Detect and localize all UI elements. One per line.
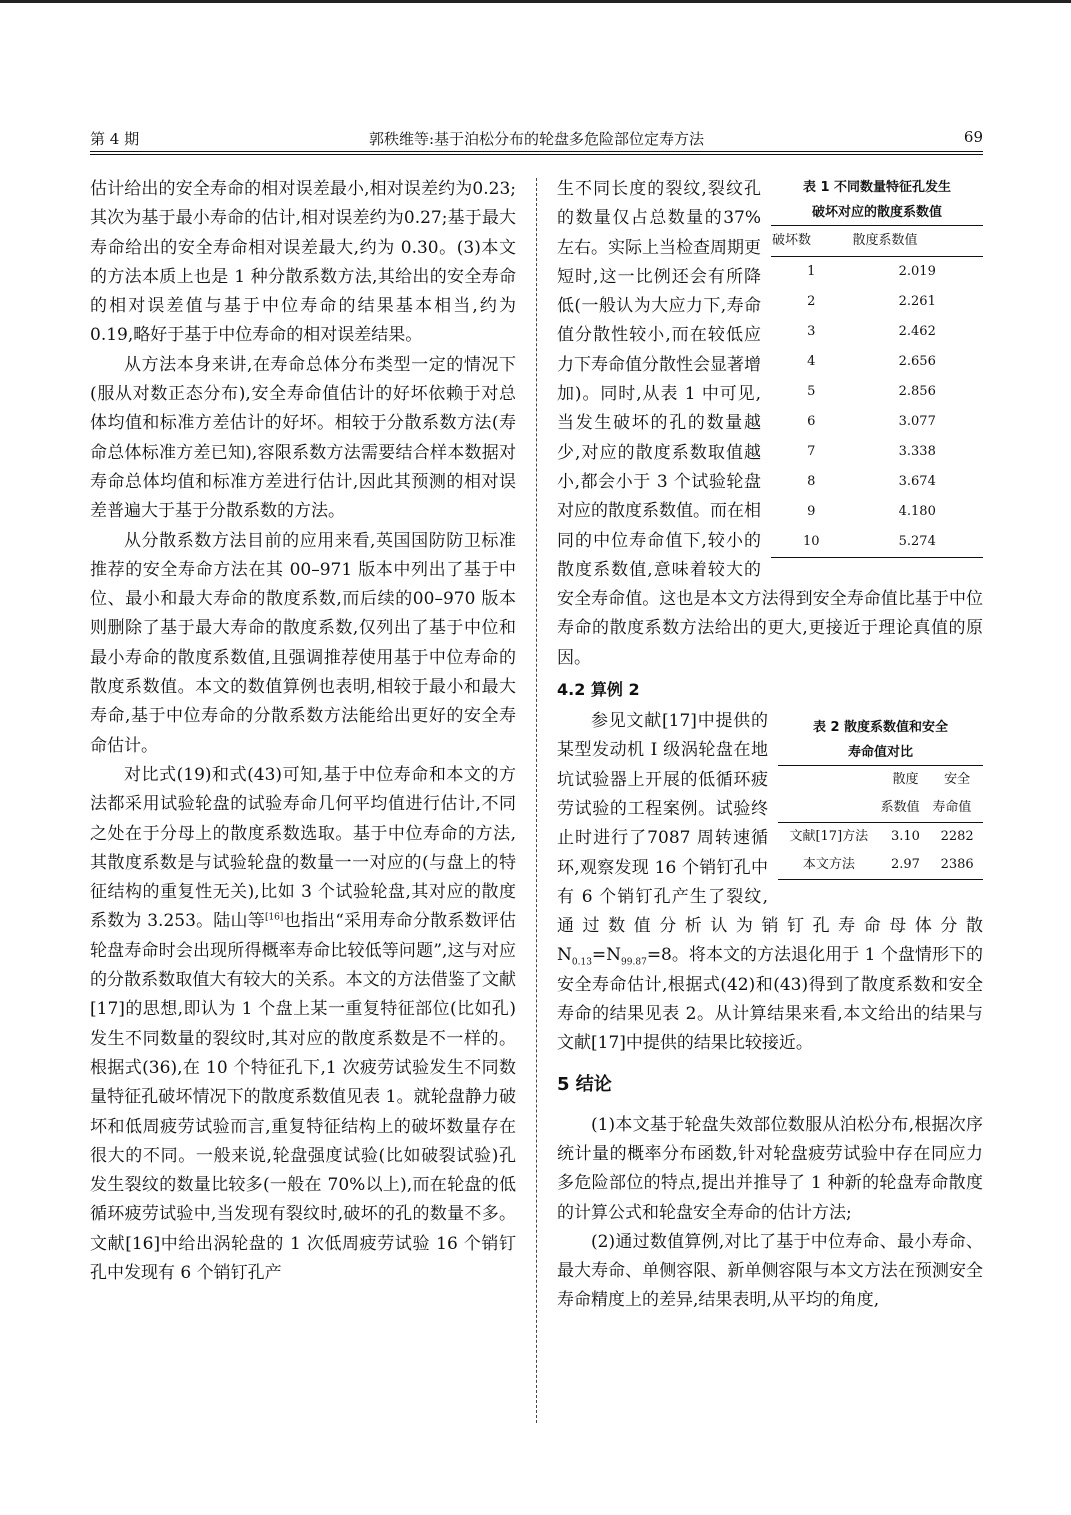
- table-row: [771, 407, 983, 437]
- table-row: [778, 851, 983, 880]
- column-header: 散度: [892, 772, 919, 788]
- table-row: [771, 317, 983, 347]
- paragraph-text: 也指出“采用寿命分散系数评估轮盘寿命时会出现所得概率寿命比较低等问题”,这与对应的分散系数取值大有较大的关系。本文的方法借鉴了文献[17]的思想,即认为 1 个盘上某一重复特征部位(比如孔)发生不同数量的裂纹时,其对应的散度系数是不一样的。根据式(36),在 10 个特征孔下,1 次疲劳试验发生不同数量特征孔破坏情况下的散度系数值见表 1。就轮盘静力破坏和低周疲劳试验而言,重复特征结构上的破坏数量存在很大的不同。一般来说,轮盘强度试验(比如破裂试验)孔发生裂纹的数量比较多(一般在 70%以上),而在轮盘的低循环疲劳试验中,当发现有裂纹时,破坏的孔的数量不多。文献[16]中给出涡轮盘的 1 次低周疲劳试验 16 个销钉孔中发现有 6 个销钉孔产: [90, 911, 516, 1283]
- column-divider: [536, 178, 537, 1423]
- column-header: 安全: [944, 772, 971, 788]
- table-2: [778, 715, 983, 880]
- table-body: [778, 765, 983, 880]
- table-cell: 10: [802, 534, 820, 549]
- table-cell: 4: [807, 354, 816, 369]
- section-heading-5: 5 结论: [557, 1073, 612, 1095]
- table-cell: 3.10: [891, 829, 920, 845]
- top-edge-rule: [0, 0, 1071, 3]
- paragraph-uk-standard: 从分散系数方法目前的应用来看,英国国防防卫标准推荐的安全寿命方法在其 00–971 版本中列出了基于中位、最小和最大寿命的散度系数,而后续的00–970 版本则删除了基于最大寿命的散度系数,仅列出了基于中位和最小寿命的散度系数值,且强调推荐使用基于中位寿命的散度系数值。本文的数值算例也表明,相较于最小和最大寿命,基于中位寿命的分散系数方法能给出更好的安全寿命估计。: [90, 530, 516, 756]
- paragraph-continued: 生不同长度的裂纹,裂纹孔的数量仅占总数量的37%左右。实际上当检查周期更短时,这一比例还会有所降低(一般认为大应力下,寿命值分散性较小,而在较低应力下寿命值分散性会显著增加)。同时,从表 1 中可见,当发生破坏的孔的数量越少,对应的散度系数取值越小,都会小于 3 个试验轮盘对应的散度系数值。而在相同的中位寿命值下,较小的散度系数值,意味着较大的安全寿命值。这也是本文方法得到安全寿命值比基于中位寿命的散度系数方法给出的更大,更接近于理论真值的原因。: [557, 179, 983, 668]
- table-row: [771, 287, 983, 317]
- table-cell: 文献[17]方法: [789, 829, 869, 845]
- column-header: 寿命值: [931, 794, 983, 823]
- paragraph-text: =8。将本文的方法退化用于 1 个盘情形下的安全寿命估计,根据式(42)和(43)得到了散度系数和安全寿命的结果见表 2。从计算结果来看,本文给出的结果与文献[17]中提供的结果比较接近。: [557, 945, 983, 1054]
- citation-superscript: [16]: [264, 912, 284, 923]
- table-cell: 2.97: [891, 857, 920, 873]
- table-cell: 2: [807, 294, 816, 309]
- table-cell: 2.462: [898, 324, 936, 339]
- subscript: 0.13: [571, 957, 592, 968]
- table-row: [771, 347, 983, 377]
- table-cell: 本文方法: [802, 857, 855, 873]
- paragraph-continued: 估计给出的安全寿命的相对误差最小,相对误差约为0.23;其次为基于最小寿命的估计,相对误差约为0.27;基于最大寿命给出的安全寿命相对误差最大,约为 0.30。(3)本文的方法本质上也是 1 种分散系数方法,其给出的安全寿命的相对误差值与基于中位寿命的结果基本相当,约为 0.19,略好于基于中位寿命的相对误差结果。: [90, 179, 516, 346]
- table-cell: 5: [807, 384, 816, 399]
- table-cell: 2282: [940, 829, 974, 845]
- table-cell: 3.338: [898, 444, 936, 459]
- table-row: [771, 527, 983, 558]
- table-row: [778, 823, 983, 852]
- table-header-row: [778, 766, 983, 795]
- table-cell: 8: [807, 474, 816, 489]
- table-row: [771, 497, 983, 527]
- caption-line: 表 2 散度系数值和安全: [812, 720, 949, 736]
- table-1: [771, 175, 983, 558]
- header-rule: [90, 151, 983, 152]
- paragraph-text: 参见文献[17]中提供的某型发动机 I 级涡轮盘在地坑试验器上开展的低循环疲劳试验的工程案例。试验终止时进行了7087 周转速循环,观察发现 16 个销钉孔中有 6 个销钉孔产生了裂纹,通过数值分析认为销钉孔寿命母体分散 N: [557, 711, 983, 966]
- paragraph-text: 对比式(19)和式(43)可知,基于中位寿命和本文的方法都采用试验轮盘的试验寿命几何平均值进行估计,不同之处在于分母上的散度系数选取。基于中位寿命的方法,其散度系数是与试验轮盘的数量一一对应的(与盘上的特征结构的重复性无关),比如 3 个试验轮盘,其对应的散度系数为 3.253。陆山等: [90, 764, 516, 932]
- paragraph-method-discussion: 从方法本身来讲,在寿命总体分布类型一定的情况下(服从对数正态分布),安全寿命值估计的好坏依赖于对总体均值和标准方差估计的好坏。相较于分散系数方法(寿命总体标准方差已知),容限系数方法需要结合样本数据对寿命总体均值和标准方差进行估计,因此其预测的相对误差普遍大于基于分散系数的方法。: [90, 354, 516, 522]
- table-cell: 2.019: [898, 264, 936, 279]
- equation-text: =N: [591, 945, 622, 966]
- table-caption: [771, 175, 983, 225]
- table-cell: 3: [807, 324, 816, 339]
- table-header-row: [771, 226, 983, 257]
- table-header-row: [778, 794, 983, 823]
- table-cell: 3.674: [898, 474, 936, 489]
- section-heading-4-2: 4.2 算例 2: [557, 680, 640, 700]
- column-header: 散度系数值: [851, 226, 983, 257]
- table-cell: 1: [807, 264, 816, 279]
- table-row: [771, 257, 983, 288]
- table-cell: 3.077: [898, 414, 936, 429]
- table-row: [771, 437, 983, 467]
- table-cell: 2.656: [898, 354, 936, 369]
- table-cell: 5.274: [898, 534, 936, 549]
- table-cell: 6: [807, 414, 816, 429]
- caption-line: 表 1 不同数量特征孔发生: [802, 180, 952, 195]
- table-row: [771, 377, 983, 407]
- table-cell: 2.856: [898, 384, 936, 399]
- paragraph-conclusion-1: (1)本文基于轮盘失效部位数服从泊松分布,根据次序统计量的概率分布函数,针对轮盘疲劳试验中存在同应力多危险部位的特点,提出并推导了 1 种新的轮盘寿命散度的计算公式和轮盘安全寿命的估计方法;: [557, 1114, 983, 1223]
- page-number: 69: [963, 128, 983, 146]
- table-body: [771, 225, 983, 558]
- paragraph-comparison: [90, 761, 516, 1288]
- header-rule-second: [90, 154, 983, 155]
- table-cell: 2.261: [898, 294, 936, 309]
- column-header: [778, 766, 880, 795]
- running-header: [90, 128, 983, 150]
- caption-line: 破坏对应的散度系数值: [811, 205, 942, 220]
- subscript: 99.87: [621, 957, 647, 968]
- table-cell: 9: [807, 504, 816, 519]
- column-header: 系数值: [880, 794, 932, 823]
- table-cell: 4.180: [898, 504, 936, 519]
- column-header: [778, 794, 880, 823]
- table-caption: [778, 715, 983, 765]
- right-column: [557, 175, 983, 1316]
- paragraph-conclusion-2: (2)通过数值算例,对比了基于中位寿命、最小寿命、最大寿命、单侧容限、新单侧容限与本文方法在预测安全寿命精度上的差异,结果表明,从平均的角度,: [557, 1231, 983, 1311]
- table-cell: 2386: [940, 857, 974, 873]
- issue-number: 第 4 期: [90, 130, 140, 148]
- left-column: [90, 175, 516, 1288]
- column-header: 破坏数: [771, 226, 851, 257]
- table-row: [771, 467, 983, 497]
- running-title: 郭秩维等:基于泊松分布的轮盘多危险部位定寿方法: [368, 130, 705, 148]
- caption-line: 寿命值对比: [847, 745, 913, 761]
- table-cell: 7: [807, 444, 816, 459]
